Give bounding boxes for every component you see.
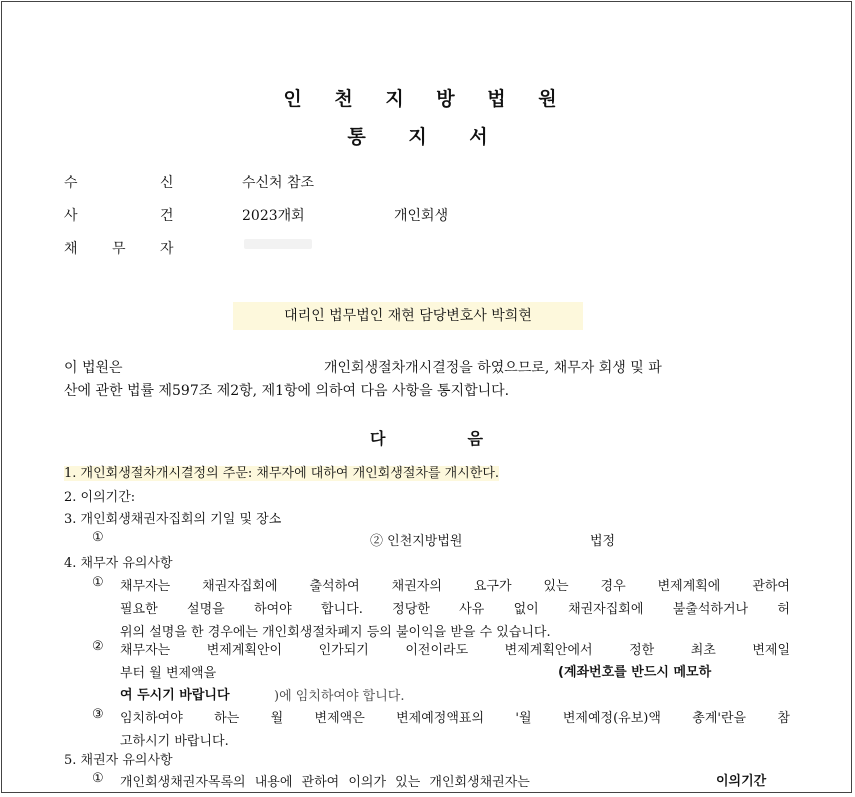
- item-4-3-line-1: 임치하여야 하는 월 변제액은 변제예정액표의 '월 변제예정(유보)액 총계'란을 참: [120, 711, 790, 726]
- item-4-2-line-2a: 부터 월 변제액을: [120, 666, 217, 681]
- item-4-2-line-2b: (계좌번호를 반드시 메모하: [558, 665, 712, 680]
- notice-document: [1, 1, 852, 793]
- case-type: 개인회생: [394, 208, 449, 224]
- case-number: 2023개회: [242, 208, 305, 224]
- item-3-circle-1: ①: [92, 530, 104, 545]
- item-4-2-line-3b: )에 임치하여야 합니다.: [274, 689, 405, 704]
- item-4-1-line-1: 채무자는 채권자집회에 출석하여 채권자의 요구가 있는 경우 변제계획에 관하여: [120, 579, 790, 594]
- debtor-label: 채 무 자: [64, 241, 174, 257]
- item-4: 4. 채무자 유의사항: [64, 556, 173, 571]
- item-4-3-num: ③: [92, 707, 104, 722]
- intro-line2: 산에 관한 법률 제597조 제2항, 제1항에 의하여 다음 사항을 통지합니다.: [64, 383, 510, 399]
- representative-box: 대리인 법무법인 재현 담당변호사 박희현: [233, 302, 583, 330]
- item-5-1-line-1a: 개인회생채권자목록의 내용에 관하여 이의가 있는 개인회생채권자는: [120, 775, 530, 790]
- item-4-1-line-3: 위의 설명을 한 경우에는 개인회생절차폐지 등의 불이익을 받을 수 있습니다.: [120, 625, 551, 640]
- item-3-place: ② 인천지방법원: [370, 534, 463, 549]
- intro-start: 이 법원은: [64, 360, 123, 376]
- item-4-2-line-1: 채무자는 변제계획안이 인가되기 이전이라도 변제계획안에서 정한 최초 변제일: [120, 643, 790, 658]
- item-2: 2. 이의기간:: [64, 490, 136, 505]
- recipient-label: 수 신: [64, 175, 174, 191]
- item-4-2-num: ②: [92, 639, 104, 654]
- section-heading-right: 음: [467, 429, 483, 448]
- item-5-1-num: ①: [92, 771, 104, 786]
- court-name: 인 천 지 방 법 원: [283, 88, 570, 110]
- item-5: 5. 채권자 유의사항: [64, 753, 173, 768]
- item-1: 1. 개인회생절차개시결정의 주문: 채무자에 대하여 개인회생절차를 개시한다.: [64, 466, 500, 481]
- item-4-2-line-3a: 여 두시기 바랍니다: [120, 688, 230, 703]
- item-4-1-num: ①: [92, 575, 104, 590]
- item-4-3-line-2: 고하시기 바랍니다.: [120, 734, 229, 749]
- recipient-value: 수신처 참조: [242, 175, 315, 191]
- item-3: 3. 개인회생채권자집회의 기일 및 장소: [64, 512, 282, 527]
- case-label: 사 건: [64, 208, 174, 224]
- item-5-1-line-1b: 이의기간: [716, 774, 767, 789]
- item-4-1-line-2: 필요한 설명을 하여야 합니다. 정당한 사유 없이 채권자집회에 불출석하거나 허: [120, 602, 790, 617]
- debtor-name-redacted: [244, 239, 312, 249]
- item-3-room: 법정: [590, 534, 616, 549]
- intro-line1: 개인회생절차개시결정을 하였으므로, 채무자 회생 및 파: [324, 360, 662, 376]
- section-heading-left: 다: [370, 429, 386, 448]
- document-title: 통 지 서: [347, 126, 506, 148]
- section-heading: [2, 426, 851, 449]
